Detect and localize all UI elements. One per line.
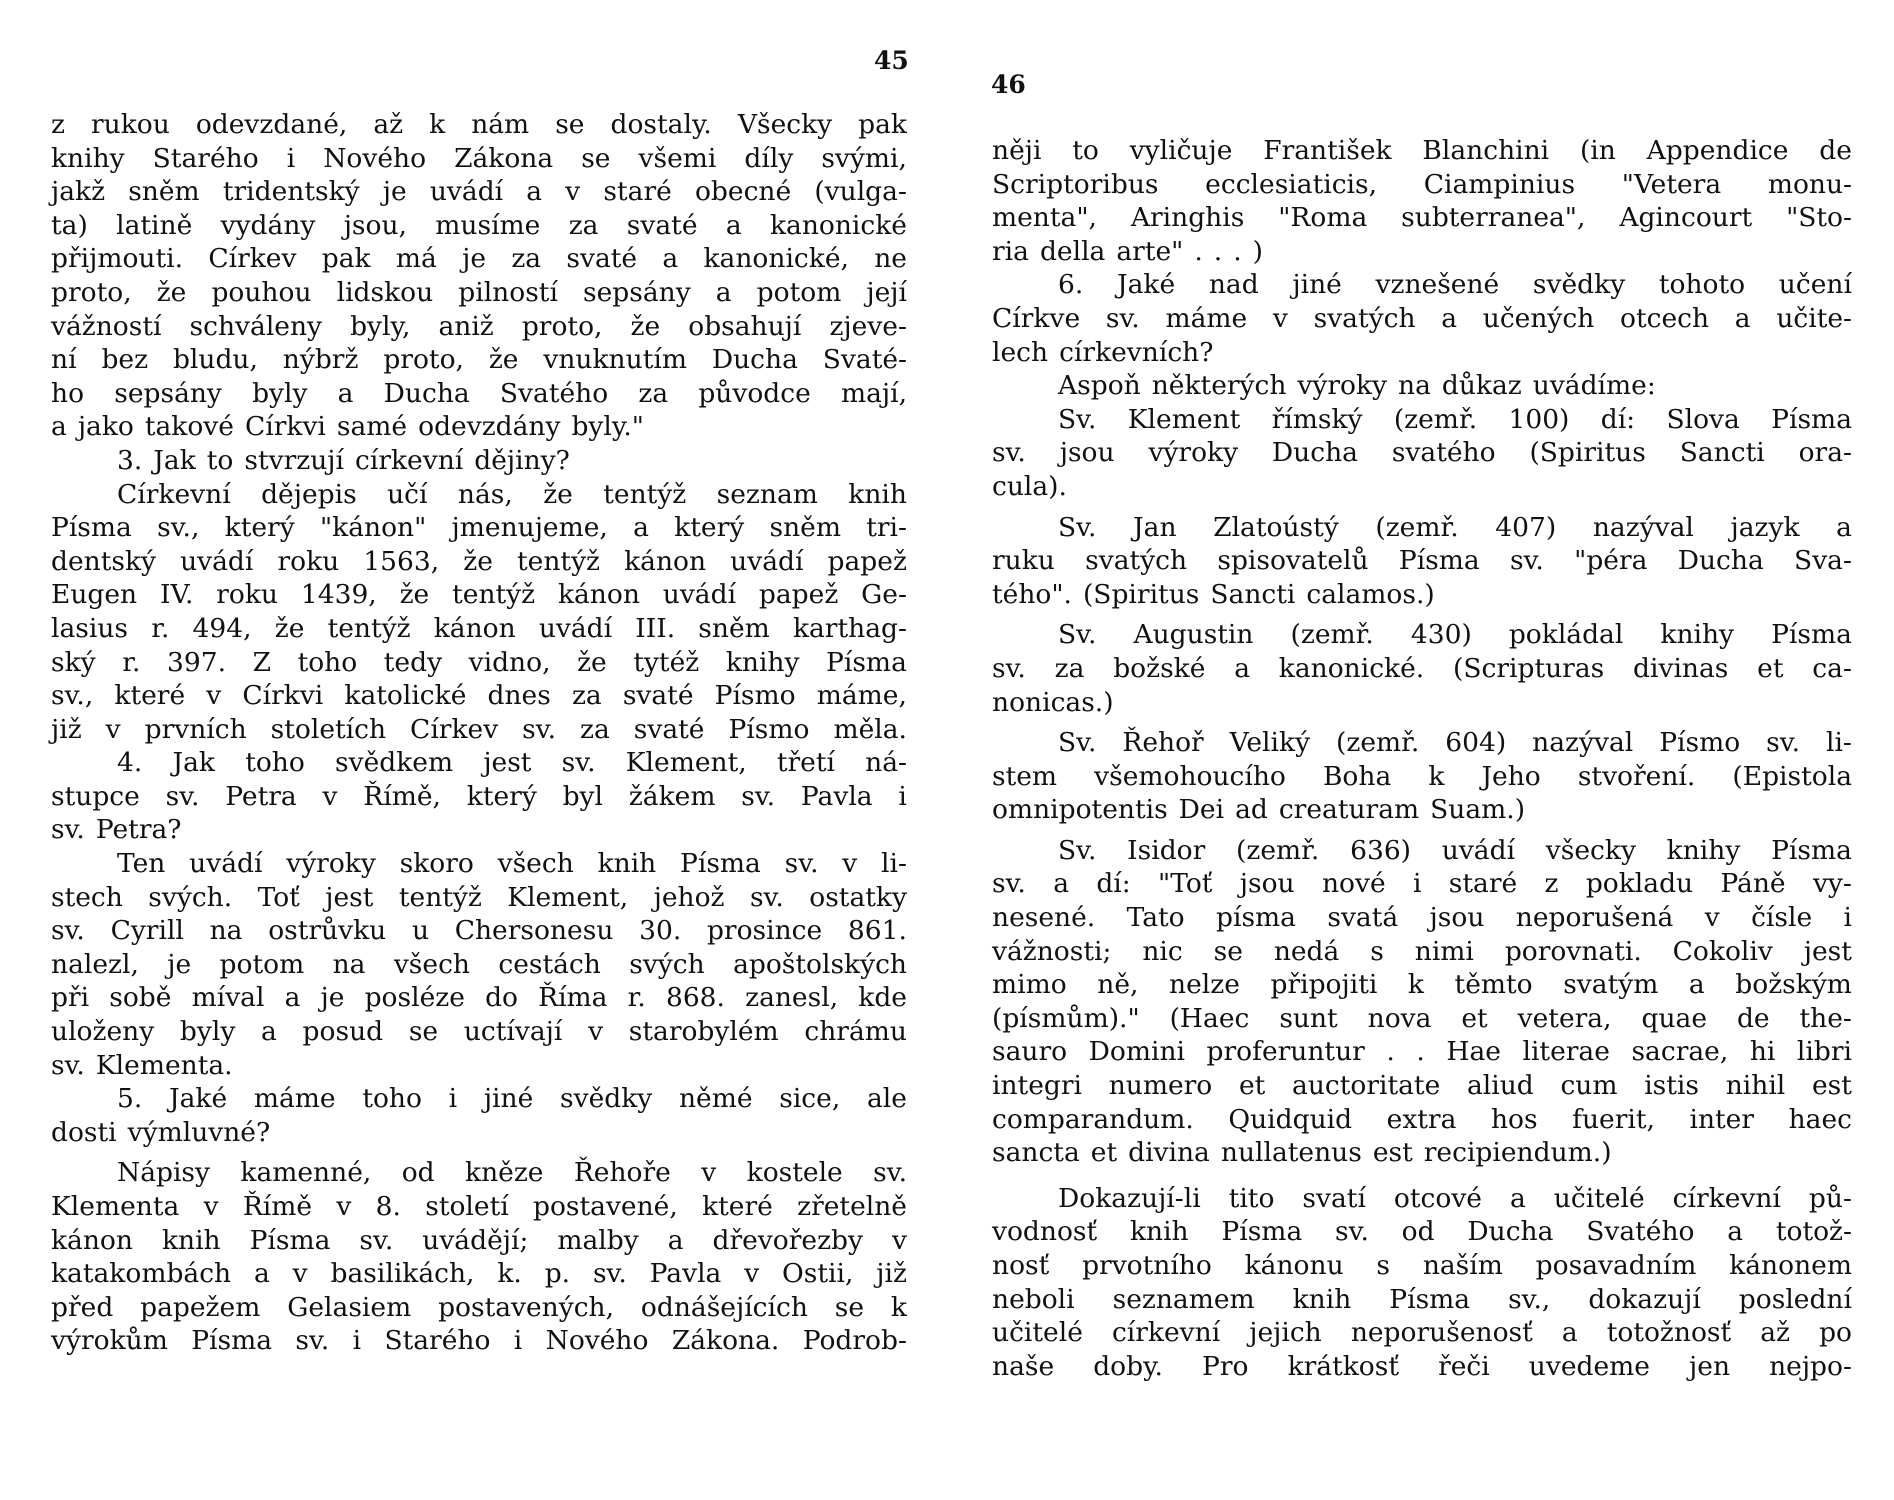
text-line: ský r. 397. Z toho tedy vidno, že tytéž knihy Písma [51,646,907,678]
text-line: (písmům)." (Haec sunt nova et vetera, quae de the- [992,1002,1852,1034]
text-line: omnipotentis Dei ad creaturam Suam.) [992,794,1526,826]
text-line: 5. Jaké máme toho i jiné svědky němé sice, ale [117,1083,907,1115]
text-line: sv. jsou výroky Ducha svatého (Spiritus Sancti ora- [992,437,1852,469]
text-line: vážnosti; nic se nedá s nimi porovnati. Cokoliv jest [992,935,1852,967]
text-line: Sv. Jan Zlatoústý (zemř. 407) nazýval jazyk a [1058,511,1852,543]
text-line: něji to vyličuje František Blanchini (in Appendice de [992,135,1852,166]
text-line: ria della arte" . . . ) [992,235,1264,267]
text-line: Písma sv., který "kánon" jmenujeme, a který sněm tri- [51,512,907,544]
text-line: cula). [992,470,1067,502]
text-line: nonicas.) [992,686,1114,718]
text-line: stech svých. Toť jest tentýž Klement, jehož sv. ostatky [51,881,907,913]
text-line: ní bez bludu, nýbrž proto, že vnuknutím Ducha Svaté- [51,344,907,376]
text-line: Nápisy kamenné, od kněze Řehoře v kostele sv. [117,1157,907,1189]
text-line: knihy Starého i Nového Zákona se všemi díly svými, [51,142,907,174]
text-line: již v prvních stoletích Církev sv. za svaté Písmo měla. [51,713,907,745]
text-line: a jako takové Církvi samé odevzdány byly." [51,411,644,443]
text-line: Sv. Augustin (zemř. 430) pokládal knihy Písma [1058,619,1852,651]
text-line: přijmouti. Církev pak má je za svaté a kanonické, ne [51,243,907,275]
text-line: Církevní dějepis učí nás, že tentýž seznam knih [117,478,907,510]
text-line: kánon knih Písma sv. uvádějí; malby a dřevořezby v [51,1224,907,1256]
page-number: 46 [991,70,1026,99]
text-line: sancta et divina nullatenus est recipiendum.) [992,1137,1612,1169]
text-line: integri numero et auctoritate aliud cum istis nihil est [992,1070,1852,1102]
text-line: sv. za božské a kanonické. (Scripturas divinas et ca- [992,652,1852,684]
text-line: vážností schváleny byly, aniž proto, že obsahují zjeve- [51,310,907,342]
text-line: Eugen IV. roku 1439, že tentýž kánon uvádí papež Ge- [51,579,907,611]
text-line: Církve sv. máme v svatých a učených otcech a učite- [992,302,1852,334]
text-line: dosti výmluvné? [51,1116,271,1148]
text-line: tého". (Spiritus Sancti calamos.) [992,578,1435,610]
text-line: nosť prvotního kánonu s naším posavadním kánonem [992,1250,1852,1281]
text-line: stupce sv. Petra v Římě, který byl žákem sv. Pavla i [51,780,907,812]
text-line: lasius r. 494, že tentýž kánon uvádí III. sněm karthag- [51,612,907,644]
text-line: lech církevních? [992,336,1214,368]
text-line: z rukou odevzdané, až k nám se dostaly. Všecky pak [51,109,907,140]
page-text [51,108,907,1358]
text-line: nalezl, je potom na všech cestách svých apoštolských [51,948,907,980]
text-line: dentský uvádí roku 1563, že tentýž kánon uvádí papež [51,545,907,577]
text-line: před papežem Gelasiem postavených, odnášejících se k [51,1291,907,1323]
text-line: 3. Jak to stvrzují církevní dějiny? [117,444,570,476]
text-line: sv. Petra? [51,814,182,846]
text-line: comparandum. Quidquid extra hos fuerit, inter haec [992,1103,1852,1135]
text-line: sauro Domini proferuntur . . Hae literae sacrae, hi libri [992,1036,1852,1068]
text-line: Klementa v Římě v 8. století postavené, které zřetelně [51,1191,907,1222]
text-line: vodnosť knih Písma sv. od Ducha Svatého a totož- [992,1216,1852,1248]
text-line: stem všemohoucího Boha k Jeho stvoření. (Epistola [992,760,1852,792]
text-line: menta", Aringhis "Roma subterranea", Agincourt "Sto- [992,202,1852,234]
text-line: Sv. Isidor (zemř. 636) uvádí všecky knihy Písma [1058,834,1852,866]
page-text [992,134,1852,1383]
text-line: 4. Jak toho svědkem jest sv. Klement, třetí ná- [117,747,907,779]
text-line: výrokům Písma sv. i Starého i Nového Zákona. Podrob- [51,1325,907,1357]
right-page [947,0,1894,1500]
text-line: Sv. Klement římský (zemř. 100) dí: Slova Písma [1058,403,1852,435]
text-line: ruku svatých spisovatelů Písma sv. "péra Ducha Sva- [992,545,1852,577]
text-line: neboli seznamem knih Písma sv., dokazují poslední [992,1283,1852,1315]
text-line: učitelé církevní jejich neporušenosť a totožnosť až po [992,1317,1852,1349]
page-number: 45 [874,46,909,75]
text-line: proto, že pouhou lidskou pilností sepsány a potom její [51,276,907,308]
text-line: naše doby. Pro krátkosť řeči uvedeme jen nejpo- [992,1350,1852,1382]
text-line: Dokazují-li tito svatí otcové a učitelé církevní pů- [1058,1182,1852,1214]
text-line: ta) latině vydány jsou, musíme za svaté a kanonické [51,209,907,241]
text-line: nesené. Tato písma svatá jsou neporušená v čísle i [992,902,1852,934]
text-line: sv. Cyrill na ostrůvku u Chersonesu 30. prosince 861. [51,915,907,947]
text-line: 6. Jaké nad jiné vznešené svědky tohoto učení [1058,269,1852,301]
text-line: při sobě míval a je posléze do Říma r. 868. zanesl, kde [51,982,907,1014]
text-line: katakombách a v basilikách, k. p. sv. Pavla v Ostii, již [51,1258,907,1290]
text-line: jakž sněm tridentský je uvádí a v staré obecné (vulga- [51,176,907,208]
text-line: uloženy byly a posud se uctívají v starobylém chrámu [51,1016,907,1048]
text-line: Sv. Řehoř Veliký (zemř. 604) nazýval Písmo sv. li- [1058,727,1852,759]
text-line: sv., které v Církvi katolické dnes za svaté Písmo máme, [51,680,907,712]
text-line: sv. a dí: "Toť jsou nové i staré z pokladu Páně vy- [992,868,1852,900]
text-line: Ten uvádí výroky skoro všech knih Písma sv. v li- [117,848,907,880]
text-line: Aspoň některých výroky na důkaz uvádíme: [1058,370,1656,402]
text-line: ho sepsány byly a Ducha Svatého za původce mají, [51,377,907,409]
text-line: sv. Klementa. [51,1049,233,1081]
text-line: Scriptoribus ecclesiaticis, Ciampinius "Vetera monu- [992,168,1852,200]
text-line: mimo ně, nelze připojiti k těmto svatým a božským [992,969,1852,1001]
